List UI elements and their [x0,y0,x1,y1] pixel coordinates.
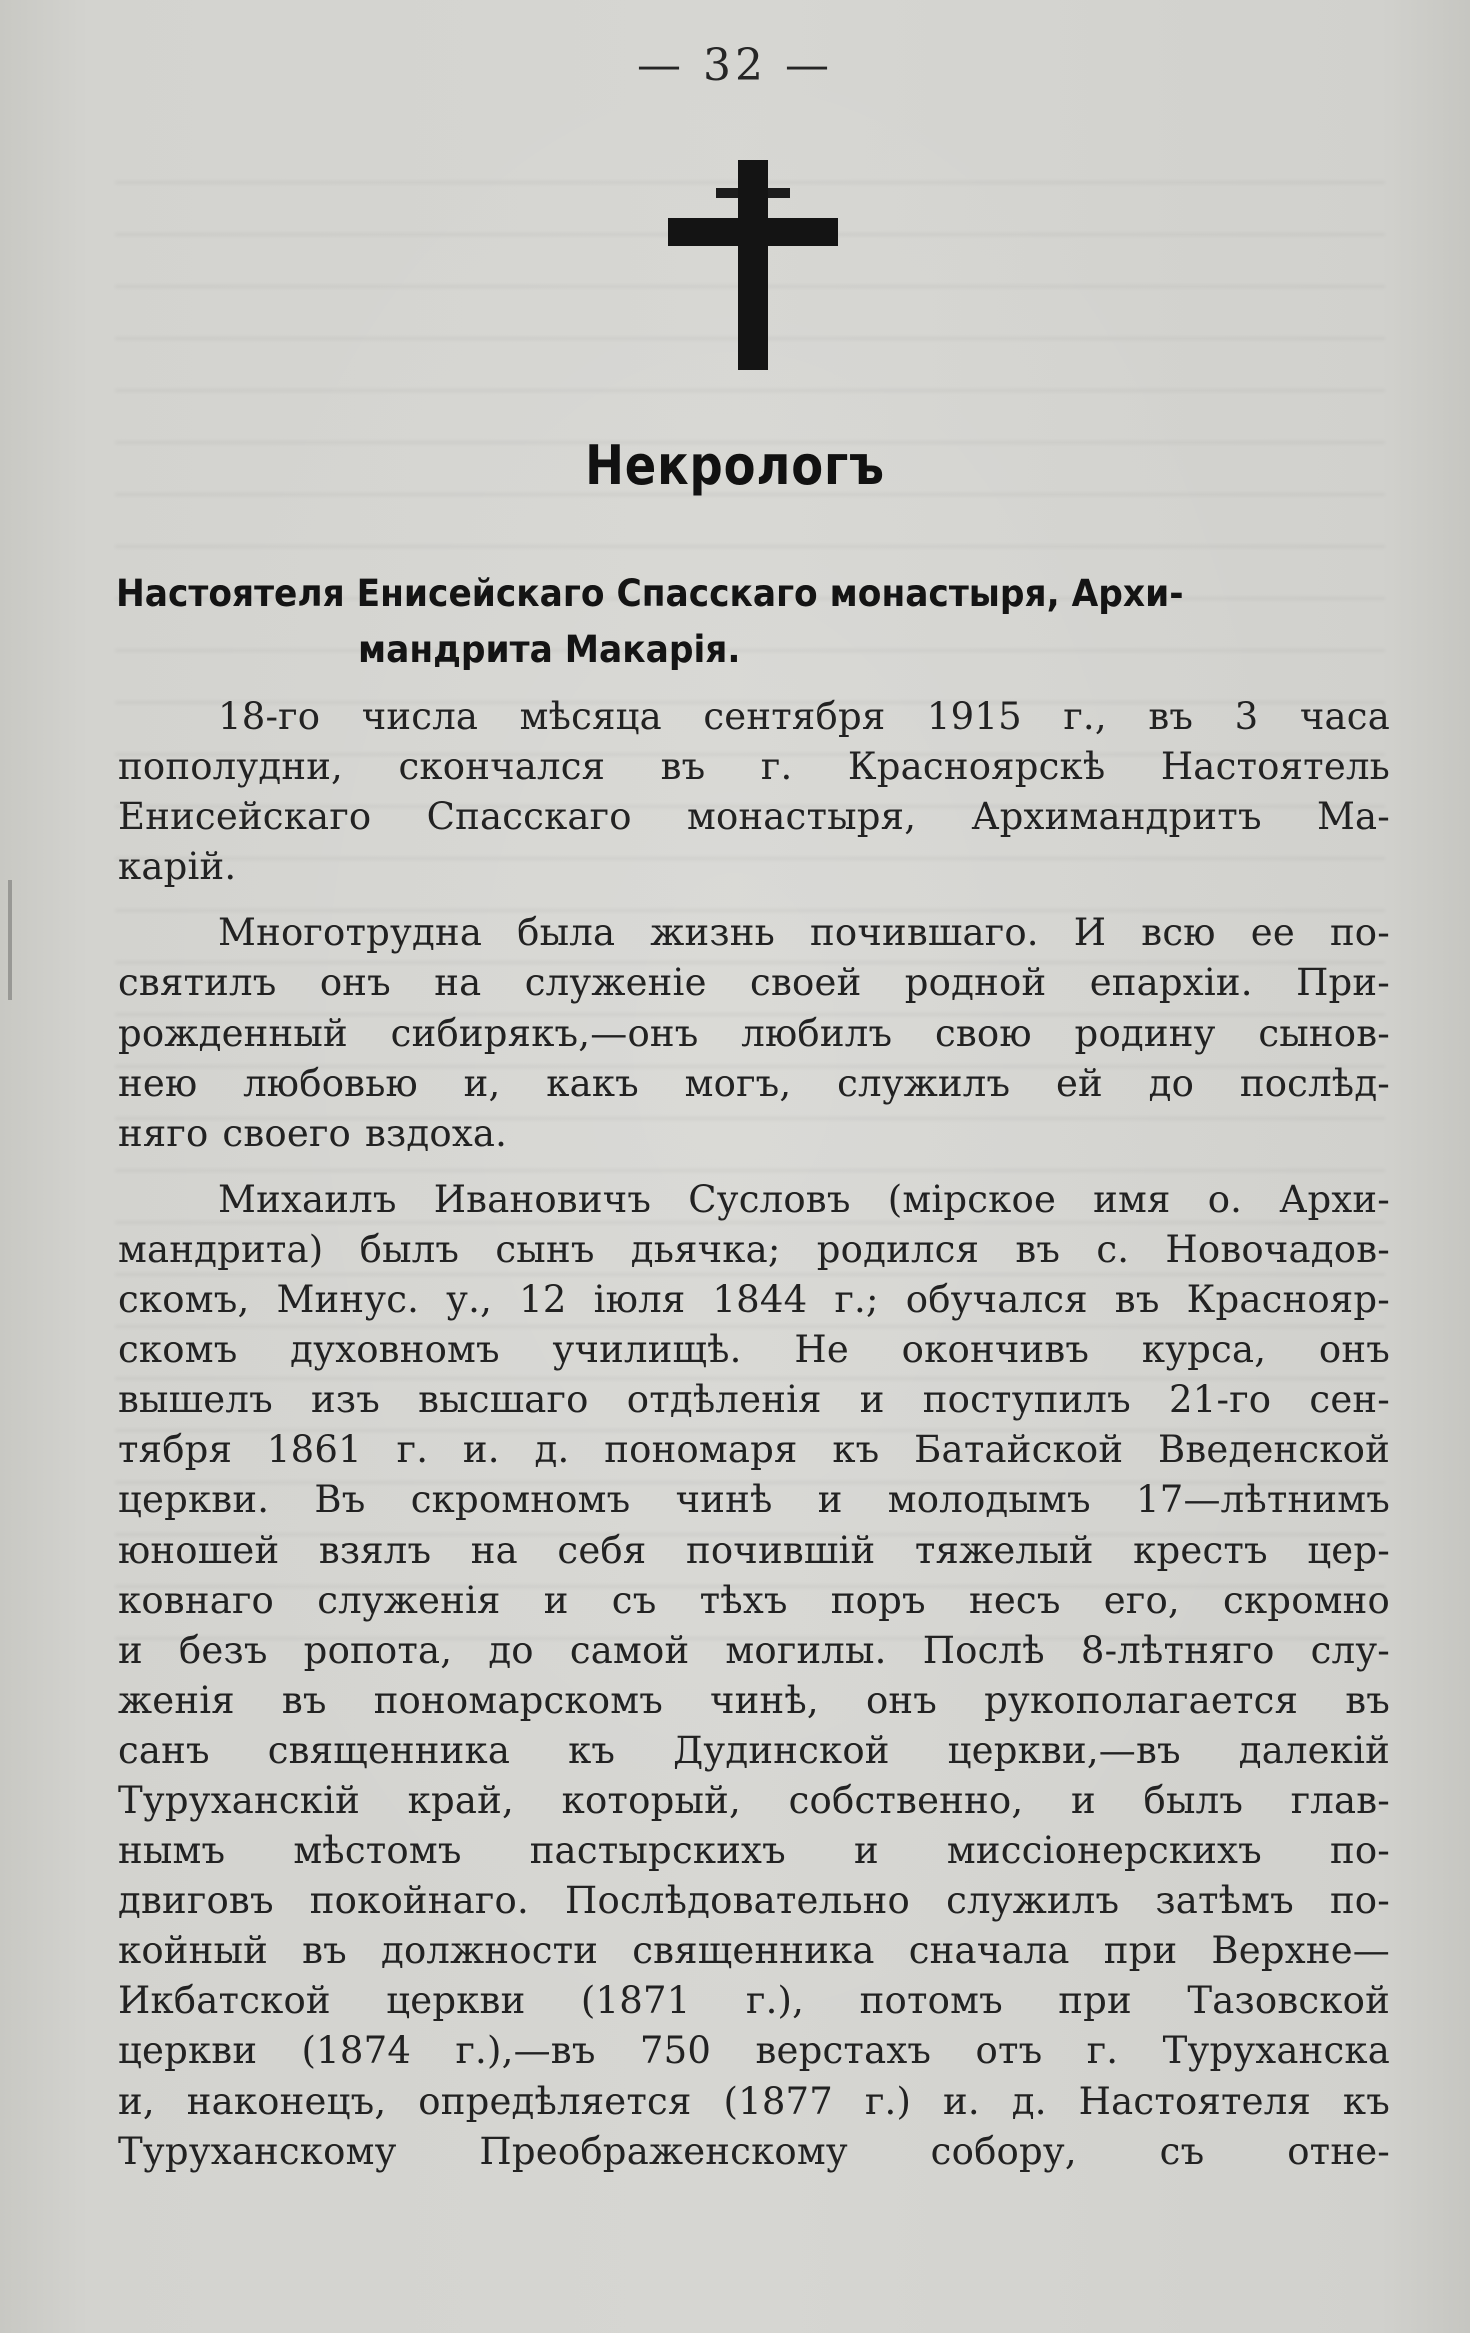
text-line: ковнаго служенія и съ тѣхъ поръ несъ его, скромно [118,1578,1390,1622]
text-line: койный въ должности священника сначала при Верхне— [118,1929,1390,1973]
text-line: и, наконецъ, опредѣляется (1877 г.) и. д. Настоятеля къ [118,2079,1390,2123]
text-line: и безъ ропота, до самой могилы. Послѣ 8-лѣтняго слу- [118,1628,1390,1672]
text-line: вышелъ изъ высшаго отдѣленія и поступилъ 21-го сен- [118,1378,1390,1422]
text-line: пополудни, скончался въ г. Красноярскѣ Настоятель [118,745,1390,789]
text-line: юношей взялъ на себя почившій тяжелый крестъ цер- [118,1528,1390,1572]
cross-icon [668,160,838,370]
body-text [118,692,1390,2177]
margin-mark [8,880,12,1000]
paragraph-1 [118,692,1390,892]
subheading-line-1: Настоятеля Енисейскаго Спасскаго монастыря, Архи- [116,572,1184,615]
paragraph-2 [118,908,1390,1158]
text-line: Многотрудна была жизнь почившаго. И всю ее по- [218,911,1390,955]
paragraph-3 [118,1175,1390,2177]
text-line: мандрита) былъ сынъ дьячка; родился въ с. Новочадов- [118,1227,1390,1271]
text-line: няго своего вздоха. [118,1111,508,1155]
text-line: Туруханскому Преображенскому собору, съ отне- [118,2129,1390,2173]
cross-vertical-bar [738,160,768,370]
text-line: скомъ, Минус. у., 12 іюля 1844 г.; обучался въ Краснояр- [118,1278,1390,1322]
subheading-line-2: мандрита Макарія. [358,628,741,671]
text-line: Енисейскаго Спасскаго монастыря, Архимандритъ Ма- [118,795,1390,839]
text-line: карій. [118,845,237,889]
text-line: Туруханскій край, который, собственно, и былъ глав- [118,1778,1390,1822]
text-line: 18-го числа мѣсяца сентября 1915 г., въ 3 часа [218,695,1390,738]
text-line: двиговъ покойнаго. Послѣдовательно служилъ затѣмъ по- [118,1879,1390,1923]
text-line: скомъ духовномъ училищѣ. Не окончивъ курса, онъ [118,1328,1390,1372]
text-line: Михаилъ Ивановичъ Сусловъ (мірское имя о. Архи- [218,1177,1390,1221]
obituary-heading: Некрологъ [585,434,885,497]
text-line: нымъ мѣстомъ пастырскихъ и миссіонерскихъ по- [118,1829,1390,1873]
text-line: церкви. Въ скромномъ чинѣ и молодымъ 17—лѣтнимъ [118,1478,1390,1522]
text-line: тября 1861 г. и. д. пономаря къ Батайской Введенской [118,1428,1390,1472]
text-line: святилъ онъ на служеніе своей родной епархіи. При- [118,961,1390,1005]
text-line: санъ священника къ Дудинской церкви,—въ далекій [118,1728,1390,1772]
text-line: Икбатской церкви (1871 г.), потомъ при Тазовской [118,1979,1390,2023]
page-number: — 32 — [637,40,833,91]
text-line: церкви (1874 г.),—въ 750 верстахъ отъ г. Туруханска [118,2029,1390,2073]
text-line: нею любовью и, какъ могъ, служилъ ей до послѣд- [118,1061,1390,1105]
text-line: женія въ пономарскомъ чинѣ, онъ рукополагается въ [118,1678,1390,1722]
text-line: рожденный сибирякъ,—онъ любилъ свою родину сынов- [118,1011,1390,1055]
